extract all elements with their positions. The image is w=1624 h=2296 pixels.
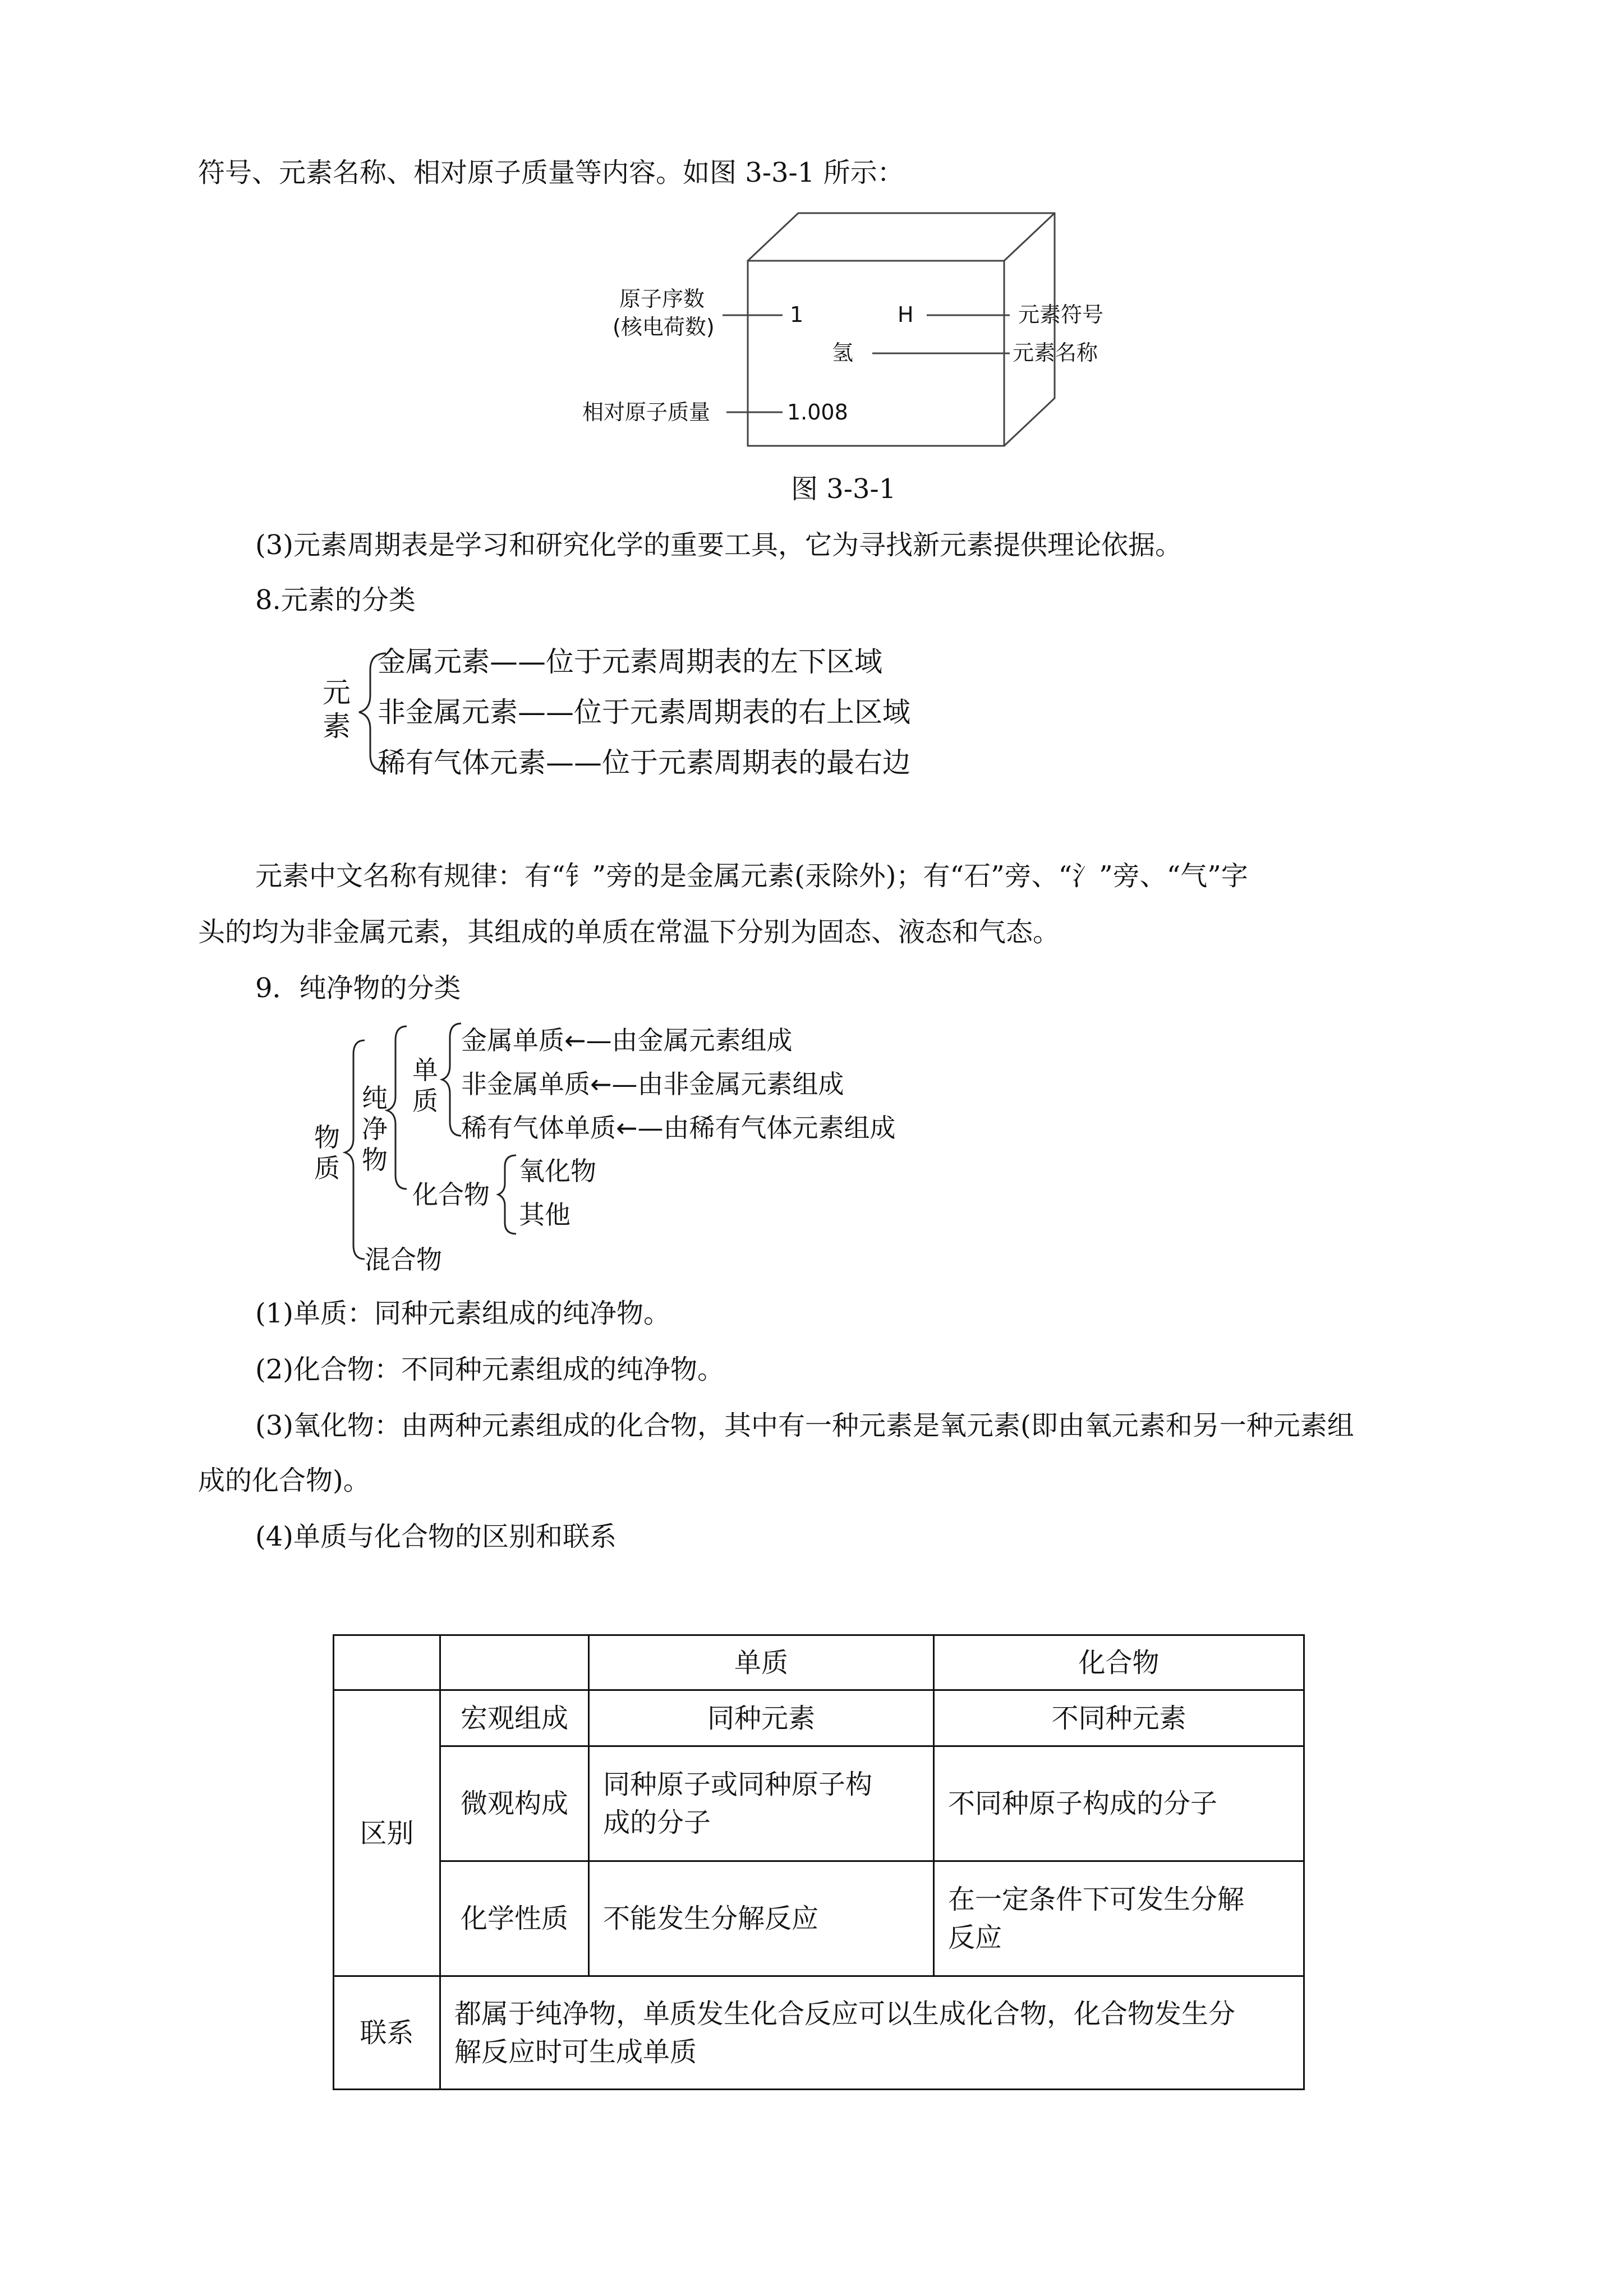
- simple-substance-2: 质: [412, 1086, 438, 1116]
- comparison-table: [333, 1634, 1305, 2090]
- table-row: [334, 1635, 1304, 1690]
- table-corner-cell: [440, 1635, 589, 1690]
- table-corner-cell: [334, 1635, 440, 1690]
- element-root-1: 元: [323, 676, 351, 709]
- head-simple-substance: 单质: [589, 1635, 934, 1690]
- nonmetal-element-item: 非金属元素——位于元素周期表的右上区域: [378, 696, 910, 729]
- atomic-number-label: 原子序数: [619, 287, 705, 311]
- metal-element-item: 金属元素——位于元素周期表的左下区域: [378, 646, 882, 678]
- element-root-2: 素: [323, 710, 351, 743]
- simple-substance-1: 单: [412, 1055, 438, 1085]
- atomic-number-value: 1: [790, 302, 804, 327]
- compound-label: 化合物: [412, 1179, 490, 1210]
- table-row: [334, 1976, 1304, 2090]
- link-text-line-2: 解反应时可生成单质: [454, 2036, 697, 2068]
- table-row: [334, 1746, 1304, 1861]
- atomic-mass-label: 相对原子质量: [582, 400, 711, 425]
- paragraph-3: (3)元素周期表是学习和研究化学的重要工具，它为寻找新元素提供理论依据。: [255, 529, 1182, 561]
- nuclear-charge-label: (核电荷数): [613, 315, 715, 339]
- def-oxide-line-1: (3)氧化物：由两种元素组成的化合物，其中有一种元素是氧元素(即由氧元素和另一种元素组: [255, 1410, 1354, 1441]
- link-text-line-1: 都属于纯净物，单质发生化合反应可以生成化合物，化合物发生分: [454, 1998, 1236, 2030]
- nonmetal-simple-item: 非金属单质←—由非金属元素组成: [461, 1069, 844, 1099]
- def-oxide-line-2: 成的化合物)。: [198, 1465, 370, 1496]
- link-label: 联系: [334, 1976, 440, 2090]
- noble-gas-simple-item: 稀有气体单质←—由稀有气体元素组成: [461, 1113, 896, 1143]
- pure-substance-1: 纯: [362, 1083, 388, 1113]
- heading-9: 9．纯净物的分类: [255, 972, 461, 1004]
- paragraph-top: 符号、元素名称、相对原子质量等内容。如图 3-3-1 所示：: [198, 157, 904, 188]
- table-row: [334, 1861, 1304, 1976]
- element-symbol-value: H: [898, 302, 914, 327]
- metal-simple-item: 金属单质←—由金属元素组成: [461, 1025, 793, 1055]
- element-symbol-label: 元素符号: [1018, 302, 1104, 327]
- table-row: [334, 1690, 1304, 1746]
- row-chem-compound-line-2: 反应: [948, 1922, 1002, 1953]
- atomic-mass-value: 1.008: [787, 400, 848, 425]
- rule-line-2: 头的均为非金属元素，其组成的单质在常温下分别为固态、液态和气态。: [198, 916, 1060, 948]
- def-simple-substance: (1)单质：同种元素组成的纯净物。: [255, 1298, 670, 1329]
- oxide-item: 氧化物: [519, 1156, 596, 1186]
- difference-label: 区别: [334, 1690, 440, 1976]
- row-micro-compound: 不同种原子构成的分子: [934, 1746, 1304, 1861]
- element-name-label: 元素名称: [1013, 340, 1098, 365]
- noble-gas-element-item: 稀有气体元素——位于元素周期表的最右边: [378, 746, 910, 779]
- pure-substance-2: 净: [362, 1114, 388, 1144]
- mixture-label: 混合物: [365, 1244, 442, 1275]
- def-compound: (2)化合物：不同种元素组成的纯净物。: [255, 1354, 724, 1385]
- rule-line-1: 元素中文名称有规律：有“钅”旁的是金属元素(汞除外)；有“石”旁、“氵”旁、“气”字: [255, 860, 1248, 892]
- row-macro-compound: 不同种元素: [934, 1690, 1304, 1746]
- head-compound: 化合物: [934, 1635, 1304, 1690]
- other-compound-item: 其他: [519, 1200, 571, 1230]
- row-chem-compound-line-1: 在一定条件下可发生分解: [948, 1884, 1245, 1915]
- element-name-value: 氢: [832, 340, 854, 365]
- figure-caption: 图 3-3-1: [791, 473, 896, 505]
- row-chem-simple: 不能发生分解反应: [589, 1861, 934, 1976]
- row-chem-compound: [934, 1861, 1304, 1976]
- row-chem-label: 化学性质: [440, 1861, 589, 1976]
- row-micro-simple-line-2: 成的分子: [603, 1807, 711, 1838]
- link-text: [440, 1976, 1304, 2090]
- row-macro-simple: 同种元素: [589, 1690, 934, 1746]
- matter-root-2: 质: [314, 1153, 340, 1183]
- row-micro-simple: [589, 1746, 934, 1861]
- row-micro-label: 微观构成: [440, 1746, 589, 1861]
- matter-root-1: 物: [314, 1122, 340, 1152]
- pure-substance-3: 物: [362, 1145, 388, 1175]
- heading-8: 8.元素的分类: [255, 584, 416, 616]
- row-macro-label: 宏观组成: [440, 1690, 589, 1746]
- def-relation-heading: (4)单质与化合物的区别和联系: [255, 1521, 617, 1552]
- row-micro-simple-line-1: 同种原子或同种原子构: [603, 1769, 873, 1800]
